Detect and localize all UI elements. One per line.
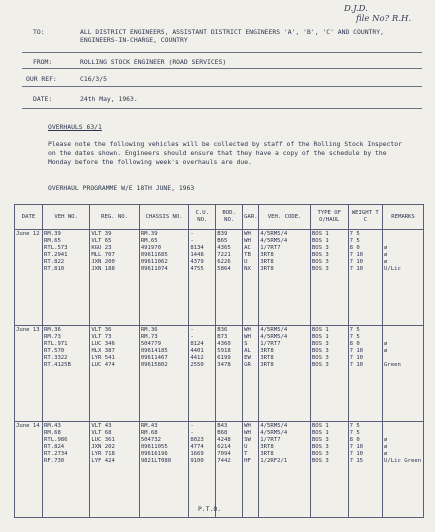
bod-no-value: B68 [217, 430, 228, 437]
header-remarks: REMARKS [383, 205, 424, 230]
remarks-value: ø [384, 348, 388, 355]
bod-no-value: 4248 [217, 437, 231, 444]
bod-no-cell [216, 326, 243, 422]
divider [22, 108, 422, 109]
bod-no-value: B39 [217, 231, 228, 237]
garage-value: SW [244, 437, 251, 444]
table-row [15, 422, 424, 518]
weight-value: 7 10 [349, 362, 364, 369]
type-of-overhaul-value: BOS 1 [311, 231, 329, 237]
bod-no-value: B36 [217, 327, 228, 333]
bod-no-value: 4365 [217, 245, 231, 252]
cu-no-value: 1448 [190, 252, 204, 259]
header-cu-no: C.U. NO. [189, 205, 216, 230]
veh-no-value: RTL.971 [43, 341, 68, 348]
cu-no-value: 4379 [190, 259, 204, 266]
veh-code-value: 4/5RM5/4 [260, 423, 288, 429]
header-chassis-no: CHASSIS NO. [139, 205, 189, 230]
veh-no-value: RTL.573 [43, 245, 68, 252]
header-reg-no: REG. NO. [90, 205, 140, 230]
garage-value: EW [244, 355, 251, 362]
cu-no-value: 4401 [190, 348, 204, 355]
to-text: ALL DISTRICT ENGINEERS, ASSISTANT DISTRICT ENGINEERS 'A', 'B', 'C' AND COUNTRY, ENGINEERS-IN-CHARGE, COUNTRY [80, 28, 384, 44]
cu-no-cell [189, 326, 216, 422]
remarks-value [384, 430, 422, 437]
type-of-overhaul-value: BOS 3 [311, 458, 329, 465]
remarks-value [384, 334, 422, 341]
remarks-value: U/Lic Green [384, 458, 422, 465]
bod-no-value: 7442 [217, 458, 231, 465]
chassis-no-value: RM.68 [140, 430, 158, 437]
bod-no-value: B65 [217, 238, 228, 245]
type-of-overhaul-value: BOS 3 [311, 252, 329, 259]
chassis-no-value: 9821LT088 [140, 458, 172, 465]
cu-no-value: - [190, 238, 194, 245]
type-of-overhaul-value: BOS 1 [311, 238, 329, 245]
garage-value: WH [244, 231, 251, 237]
chassis-no-value: 09611055 [140, 444, 168, 451]
cu-no-value: - [190, 423, 194, 429]
reg-no-value: JXN 200 [91, 259, 115, 266]
veh-code-value: 3RT8 [260, 444, 274, 451]
garage-cell [243, 422, 259, 518]
table-header-row [15, 205, 424, 230]
remarks-value [384, 355, 422, 362]
header-bod-no: BOD. NO. [216, 205, 243, 230]
cu-no-value: 2550 [190, 362, 204, 369]
divider [22, 86, 422, 87]
veh-code-value: 1/7RT7 [260, 341, 281, 348]
bod-no-value: B73 [217, 334, 228, 341]
type-of-overhaul-value: BOS 1 [311, 327, 329, 333]
veh-code-value: 3RT8 [260, 362, 274, 369]
remarks-value [384, 327, 422, 334]
reg-no-value: LUC 361 [91, 437, 115, 444]
bod-no-value: 3478 [217, 362, 231, 369]
divider [22, 52, 422, 53]
cu-no-value: 1669 [190, 451, 204, 458]
chassis-no-value: RM.43 [140, 423, 158, 429]
veh-no-value: RM.73 [43, 334, 61, 341]
type-of-overhaul-value: BOS 3 [311, 451, 329, 458]
bod-no-value: 4360 [217, 341, 231, 348]
reg-no-cell [90, 230, 140, 326]
cu-no-cell [189, 422, 216, 518]
garage-value: AL [244, 348, 251, 355]
cu-no-value: 4774 [190, 444, 204, 451]
weight-value: 7 10 [349, 444, 364, 451]
garage-cell [243, 326, 259, 422]
type-of-overhaul-value: BOS 3 [311, 348, 329, 355]
date-cell: June 13 [15, 326, 43, 422]
remarks-value: ø [384, 444, 388, 451]
veh-code-cell [259, 422, 311, 518]
garage-value: AC [244, 245, 251, 252]
weight-value: 7 10 [349, 451, 364, 458]
reg-no-value: VLT 36 [91, 327, 112, 333]
weight-value: 7 5 [349, 423, 360, 429]
bod-no-value: B43 [217, 423, 228, 429]
veh-code-value: 1/2RF2/1 [260, 458, 288, 465]
divider [22, 68, 422, 69]
weight-value: 7 5 [349, 430, 360, 437]
veh-no-value: RM.65 [43, 238, 61, 245]
remarks-value: ø [384, 252, 388, 259]
cu-no-value: 8023 [190, 437, 204, 444]
weight-value: 8 0 [349, 341, 360, 348]
cu-no-value: 9100 [190, 458, 204, 465]
ref-label: OUR REF: [26, 75, 57, 83]
garage-value: T [244, 451, 248, 458]
veh-code-value: 3RT8 [260, 355, 274, 362]
weight-value: 7 10 [349, 252, 364, 259]
remarks-value [384, 238, 422, 245]
chassis-no-value: RM.39 [140, 231, 158, 237]
reg-no-value: LYF 424 [91, 458, 115, 465]
weight-value: 8 0 [349, 245, 360, 252]
garage-value: NX [244, 266, 251, 273]
type-of-overhaul-value: BOS 3 [311, 341, 329, 348]
date-cell: June 12 [15, 230, 43, 326]
garage-value: TB [244, 252, 251, 259]
cu-no-value: - [190, 430, 194, 437]
chassis-no-value: 09611685 [140, 252, 168, 259]
type-of-overhaul-value: BOS 3 [311, 437, 329, 444]
reg-no-value: LYR 718 [91, 451, 115, 458]
garage-value: GR [244, 362, 251, 369]
garage-value: WH [244, 334, 251, 341]
garage-value: WH [244, 238, 251, 245]
remarks-cell [383, 422, 424, 518]
veh-code-value: 1/7RT7 [260, 437, 281, 444]
reg-no-value: HLX 387 [91, 348, 115, 355]
type-of-overhaul-value: BOS 3 [311, 444, 329, 451]
weight-value: 7 5 [349, 238, 360, 245]
bod-no-value: 6226 [217, 259, 231, 266]
reg-no-value: JXN 202 [91, 444, 115, 451]
bod-no-cell [216, 422, 243, 518]
footer-pto: P.T.O. [198, 505, 222, 513]
chassis-no-cell [139, 326, 189, 422]
veh-code-cell [259, 326, 311, 422]
from-label: FROM: [33, 58, 53, 66]
weight-value: 7 5 [349, 334, 360, 341]
remarks-value: ø [384, 245, 388, 252]
date-cell: June 14 [15, 422, 43, 518]
bod-no-value: 6214 [217, 444, 231, 451]
veh-code-cell [259, 230, 311, 326]
veh-no-cell [42, 326, 89, 422]
reg-no-value: VLT 65 [91, 238, 112, 245]
header-weight: WEIGHT T C [348, 205, 382, 230]
weight-value: 7 10 [349, 259, 364, 266]
type-of-overhaul-cell [310, 326, 348, 422]
chassis-no-value: 09615802 [140, 362, 168, 369]
veh-code-value: 3RT8 [260, 348, 274, 355]
chassis-no-value: 09614185 [140, 348, 168, 355]
veh-no-value: RM.68 [43, 430, 61, 437]
garage-value: WH [244, 327, 251, 333]
date-label: DATE: [33, 95, 53, 103]
type-of-overhaul-value: BOS 3 [311, 355, 329, 362]
garage-value: U [244, 444, 248, 451]
to-label: TO: [33, 28, 45, 36]
veh-code-value: 3RT8 [260, 451, 274, 458]
bod-no-cell [216, 230, 243, 326]
weight-value: 7 10 [349, 355, 364, 362]
veh-code-value: 1/7RT7 [260, 245, 281, 252]
type-of-overhaul-cell [310, 422, 348, 518]
veh-code-value: 4/5RM5/4 [260, 334, 288, 341]
header-veh-code: VEH. CODE. [259, 205, 311, 230]
chassis-no-value: RM.65 [140, 238, 158, 245]
weight-cell [348, 230, 382, 326]
cu-no-value: 4755 [190, 266, 204, 273]
subject-heading: OVERHAULS 63/1 [48, 123, 102, 131]
chassis-no-value: 09611074 [140, 266, 168, 273]
cu-no-value: 8134 [190, 245, 204, 252]
remarks-cell [383, 326, 424, 422]
weight-value: 7 15 [349, 458, 364, 465]
veh-no-value: RT.824 [43, 444, 65, 451]
bod-no-value: 5864 [217, 266, 231, 273]
weight-value: 8 0 [349, 437, 360, 444]
bod-no-value: 7094 [217, 451, 231, 458]
date-text: 24th May, 1963. [80, 95, 138, 103]
from-text: ROLLING STOCK ENGINEER (ROAD SERVICES) [80, 58, 227, 66]
cu-no-value: 4412 [190, 355, 204, 362]
veh-no-value: RT.2941 [43, 252, 68, 259]
veh-no-value: RT.4125B [43, 362, 71, 369]
chassis-no-value: RM.73 [140, 334, 158, 341]
cu-no-value: 8124 [190, 341, 204, 348]
weight-value: 7 10 [349, 348, 364, 355]
veh-no-value: RTL.986 [43, 437, 68, 444]
reg-no-value: KGU 23 [91, 245, 112, 252]
chassis-no-value: 491970 [140, 245, 162, 252]
ref-text: C16/3/5 [80, 75, 107, 83]
reg-no-value: VLT 73 [91, 334, 112, 341]
veh-code-value: 4/5RM5/4 [260, 430, 288, 437]
reg-no-value: VLT 43 [91, 423, 112, 429]
chassis-no-value: 504779 [140, 341, 162, 348]
garage-cell [243, 230, 259, 326]
reg-no-cell [90, 422, 140, 518]
reg-no-value: LUC 474 [91, 362, 115, 369]
reg-no-value: VLT 68 [91, 430, 112, 437]
remarks-value [384, 231, 422, 238]
remarks-value: ø [384, 341, 388, 348]
remarks-value: Green [384, 362, 401, 369]
veh-no-value: RT.3322 [43, 355, 68, 362]
cu-no-value: - [190, 327, 194, 333]
weight-value: 7 5 [349, 327, 360, 333]
cu-no-value: - [190, 334, 194, 341]
garage-value: S [244, 341, 248, 348]
veh-no-cell [42, 422, 89, 518]
type-of-overhaul-value: BOS 3 [311, 362, 329, 369]
table-body [15, 230, 424, 518]
reg-no-value: LUC 346 [91, 341, 115, 348]
type-of-overhaul-value: BOS 3 [311, 245, 329, 252]
garage-value: U [244, 259, 248, 266]
veh-no-value: RT.2734 [43, 451, 68, 458]
veh-no-value: RM.43 [43, 423, 61, 429]
header-veh-no: VEH NO. [42, 205, 89, 230]
remarks-cell [383, 230, 424, 326]
weight-cell [348, 326, 382, 422]
cu-no-cell [189, 230, 216, 326]
veh-no-value: RM.39 [43, 231, 61, 237]
handwritten-initials: D.J.D. [344, 4, 368, 14]
veh-no-cell [42, 230, 89, 326]
veh-no-value: RT.570 [43, 348, 65, 355]
chassis-no-value: RM.36 [140, 327, 158, 333]
weight-cell [348, 422, 382, 518]
garage-value: WH [244, 430, 251, 437]
weight-value: 7 5 [349, 231, 360, 237]
header-date: DATE [15, 205, 43, 230]
reg-no-value: JXN 188 [91, 266, 115, 273]
overhaul-table [14, 204, 424, 518]
bod-no-value: 7221 [217, 252, 231, 259]
remarks-value [384, 423, 422, 430]
veh-code-value: 3RT8 [260, 266, 274, 273]
bod-no-value: 5918 [217, 348, 231, 355]
header-garage: GAR. [243, 205, 259, 230]
cu-no-value: - [190, 231, 194, 237]
header-type-of-overhaul: TYPE OF O/HAUL [310, 205, 348, 230]
remarks-value: ø [384, 451, 388, 458]
chassis-no-value: 09611467 [140, 355, 168, 362]
veh-no-value: RT.810 [43, 266, 65, 273]
chassis-no-value: 09616196 [140, 451, 168, 458]
type-of-overhaul-cell [310, 230, 348, 326]
body-paragraph: Please note the following vehicles will be collected by staff of the Rolling Stock Inspector on the dates shown. Engineers should ensure that they have a copy of the schedule by the Monday before the following week's overhauls are due. [48, 140, 402, 166]
remarks-value: U/Lic [384, 266, 401, 273]
garage-value: HF [244, 458, 251, 465]
weight-value: 7 10 [349, 266, 364, 273]
type-of-overhaul-value: BOS 1 [311, 423, 329, 429]
type-of-overhaul-value: BOS 3 [311, 266, 329, 273]
reg-no-value: MLL 707 [91, 252, 115, 259]
chassis-no-value: 09611062 [140, 259, 168, 266]
type-of-overhaul-value: BOS 1 [311, 430, 329, 437]
remarks-value: ø [384, 259, 388, 266]
reg-no-value: LYR 541 [91, 355, 115, 362]
veh-code-value: 3RT8 [260, 252, 274, 259]
chassis-no-cell [139, 230, 189, 326]
table-row [15, 230, 424, 326]
type-of-overhaul-value: BOS 3 [311, 259, 329, 266]
garage-value: WH [244, 423, 251, 429]
bod-no-value: 6199 [217, 355, 231, 362]
reg-no-value: VLT 39 [91, 231, 112, 237]
veh-code-value: 4/5RM5/4 [260, 327, 288, 333]
veh-code-value: 4/5RM5/4 [260, 231, 288, 237]
veh-code-value: 4/5RM5/4 [260, 238, 288, 245]
veh-no-value: RF.730 [43, 458, 65, 465]
type-of-overhaul-value: BOS 1 [311, 334, 329, 341]
remarks-value: ø [384, 437, 388, 444]
chassis-no-value: 504732 [140, 437, 162, 444]
programme-heading: OVERHAUL PROGRAMME W/E 18TH JUNE, 1963 [48, 184, 195, 192]
chassis-no-cell [139, 422, 189, 518]
handwritten-file-note: file No? R.H. [356, 14, 412, 24]
veh-code-value: 3RT8 [260, 259, 274, 266]
table-row [15, 326, 424, 422]
veh-no-value: RT.822 [43, 259, 65, 266]
reg-no-cell [90, 326, 140, 422]
veh-no-value: RM.36 [43, 327, 61, 333]
